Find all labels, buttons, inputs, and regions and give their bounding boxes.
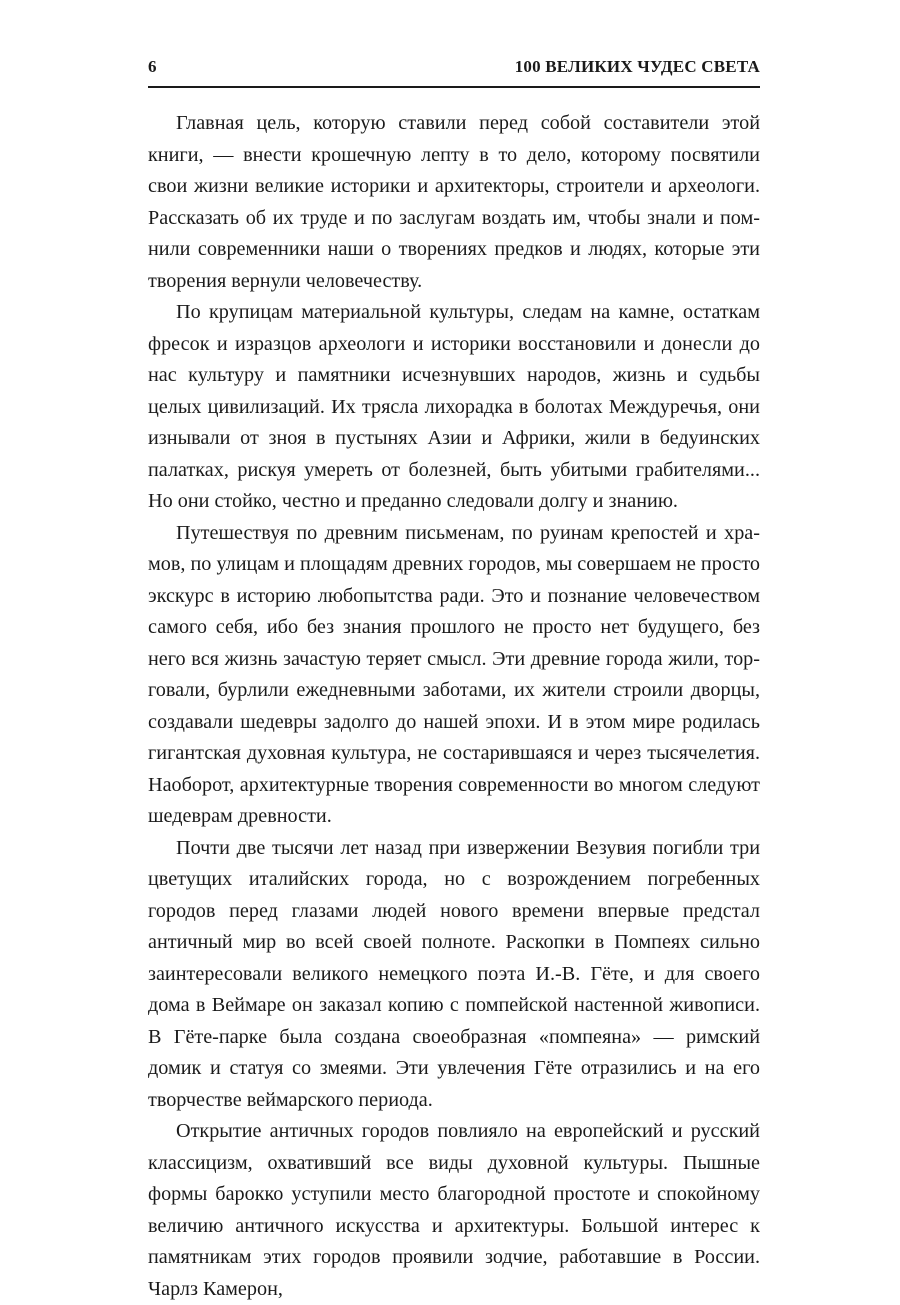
paragraph: Главная цель, которую ставили перед собой составители этой книги, — внести крошечную лепту в то дело, которому посвятили свои жизни великие историки и архитекторы, строители и археологи. Рассказать об их труде и по заслугам воздать им, чтобы знали и помнили современники наши о творениях предков и людях, которые эти творения вернули человечеству. bbox=[148, 112, 760, 292]
header-rule bbox=[148, 86, 760, 88]
paragraph: Открытие античных городов повлияло на европейский и русский классицизм, охвативший все виды духовной культуры. Пышные формы барокко уступили место благородной простоте и спокойному величию античного искусства и архитектуры. Большой интерес к памятникам этих городов проявили зодчие, работавшие в России. Чарлз Камерон, bbox=[148, 1120, 760, 1300]
running-head bbox=[148, 54, 760, 80]
paragraph: Почти две тысячи лет назад при извержении Везувия погибли три цветущих италийских города, но с возрождением погребенных городов перед глазами людей нового времени впервые предстал античный мир во всей своей полноте. Раскопки в Помпеях сильно заинтересовали великого немецкого поэта И.-В. Гёте, и для своего дома в Веймаре он заказал копию с помпейской настенной живописи. В Гёте-парке была создана своеобразная «помпеяна» — римский домик и статуя со змеями. Эти увлечения Гёте отразились и на его творчестве веймарского периода. bbox=[148, 836, 760, 1111]
paragraph: Путешествуя по древним письменам, по руинам крепостей и храмов, по улицам и площадям древних городов, мы совершаем не просто экскурс в историю любопытства ради. Это и познание человечеством самого себя, ибо без знания прошлого не просто нет будущего, без него вся жизнь зачастую теряет смысл. Эти древние города жили, торговали, бурлили ежедневными заботами, их жители строили дворцы, создавали шедевры задолго до нашей эпохи. И в этом мире родилась гигантская духовная культура, не состарившаяся и через тысячелетия. Наоборот, архитектурные творения современности во многом следуют шедеврам древности. bbox=[148, 521, 760, 827]
body-text bbox=[148, 108, 760, 1305]
paragraph: По крупицам материальной культуры, следам на камне, остаткам фресок и изразцов археологи и историки восстановили и донесли до нас культуру и памятники исчезнувших народов, жизнь и судьбы целых цивилизаций. Их трясла лихорадка в болотах Междуречья, они изнывали от зноя в пустынях Азии и Африки, жили в бедуинских палатках, рискуя умереть от болезней, быть убитыми грабителями... Но они стойко, честно и преданно следовали долгу и знанию. bbox=[148, 301, 760, 512]
book-title: 100 ВЕЛИКИХ ЧУДЕС СВЕТА bbox=[514, 57, 760, 76]
page-number: 6 bbox=[148, 57, 157, 76]
